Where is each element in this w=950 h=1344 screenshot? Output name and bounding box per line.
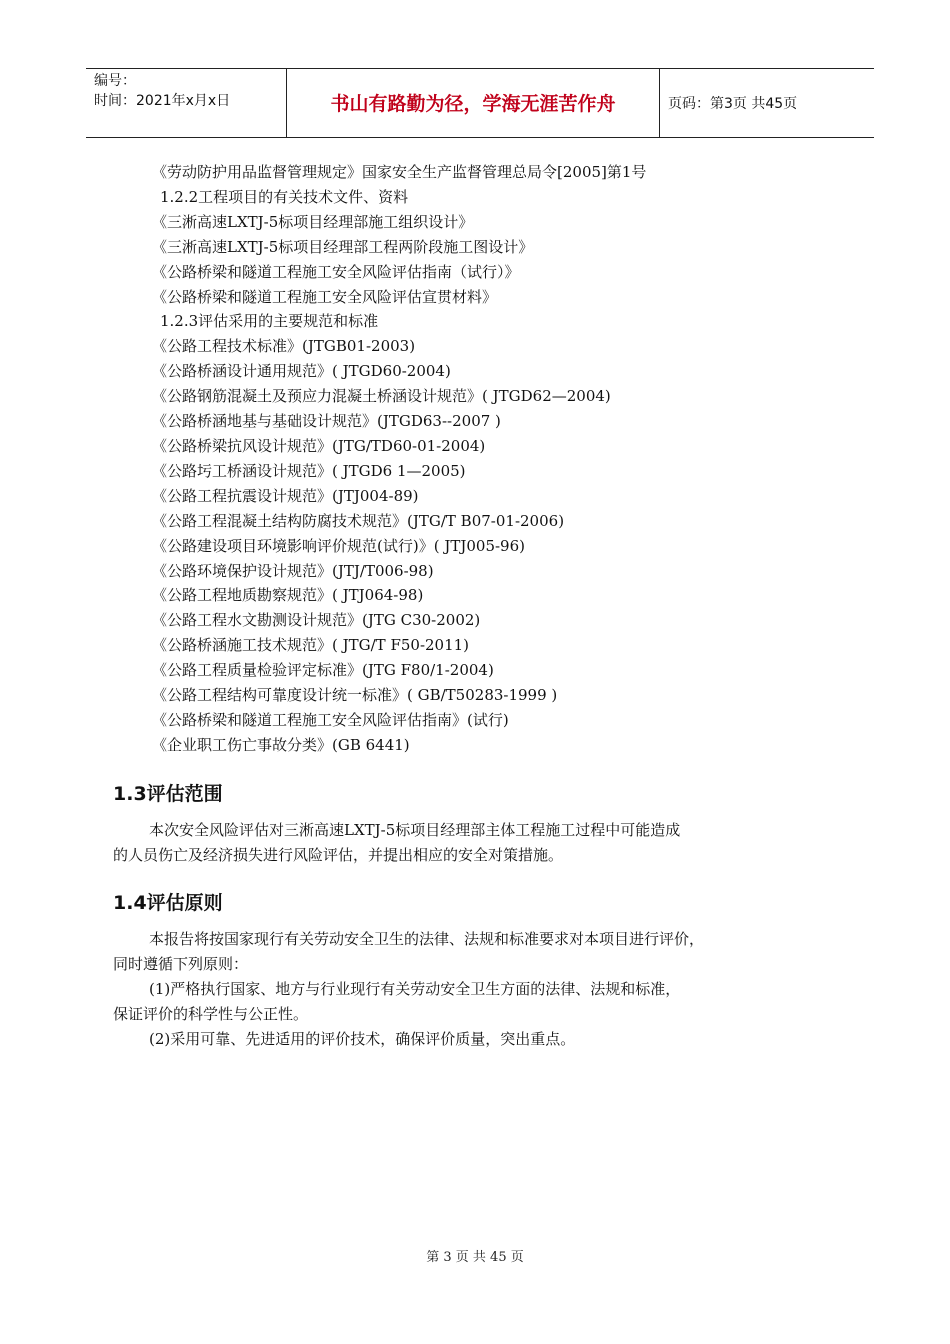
time-label: 时间：2021年x月x日 — [94, 93, 231, 109]
reference-item: 《公路工程地质勘察规范》( JTJ064-98) — [152, 586, 424, 605]
reference-item: 《公路钢筋混凝土及预应力混凝土桥涵设计规范》( JTGD62—2004) — [152, 387, 611, 406]
reference-item: 《公路工程质量检验评定标准》(JTG F80/1-2004) — [152, 661, 494, 680]
reference-item: 《公路桥涵施工技术规范》( JTG/T F50-2011) — [152, 636, 470, 655]
reference-item: 《公路环境保护设计规范》(JTJ/T006-98) — [152, 561, 434, 580]
scope-paragraph — [113, 818, 858, 868]
section-title-principles: 1.4评估原则 — [113, 892, 223, 914]
reference-item: 《公路工程抗震设计规范》(JTJ004-89) — [152, 486, 419, 505]
reference-item: 《公路建设项目环境影响评价规范(试行)》( JTJ005-96) — [152, 536, 525, 555]
header-page-label: 页码：第3页 共45页 — [668, 96, 798, 112]
page-header — [86, 68, 874, 138]
reference-item: 《三淅高速LXTJ-5标项目经理部施工组织设计》 — [152, 212, 474, 231]
paragraph-line: 保证评价的科学性与公正性。 — [113, 1005, 309, 1023]
reference-item: 《公路桥梁和隧道工程施工安全风险评估宣贯材料》 — [152, 287, 498, 306]
reference-item: 《公路桥梁和隧道工程施工安全风险评估指南》(试行) — [152, 710, 509, 729]
subsection-heading: 1.2.3评估采用的主要规范和标准 — [160, 312, 379, 331]
reference-item: 《公路桥涵设计通用规范》( JTGD60-2004) — [152, 362, 451, 381]
reference-item: 《三淅高速LXTJ-5标项目经理部工程两阶段施工图设计》 — [152, 237, 534, 256]
paragraph-line: (1)严格执行国家、地方与行业现行有关劳动安全卫生方面的法律、法规和标准， — [149, 980, 681, 998]
reference-item: 《公路圬工桥涵设计规范》( JTGD6 1—2005) — [152, 461, 466, 480]
reference-item: 《公路工程结构可靠度设计统一标准》( GB/T50283-1999 ) — [152, 686, 558, 705]
paragraph-line: 本报告将按国家现行有关劳动安全卫生的法律、法规和标准要求对本项目进行评价， — [149, 930, 705, 948]
header-motto: 书山有路勤为径，学海无涯苦作舟 — [286, 69, 660, 137]
reference-item: 《公路工程混凝土结构防腐技术规范》(JTG/T B07-01-2006) — [152, 511, 565, 530]
reference-item: 《公路工程技术标准》(JTGB01-2003) — [152, 337, 416, 356]
reference-item: 《劳动防护用品监督管理规定》国家安全生产监督管理总局令[2005]第1号 — [152, 163, 647, 181]
paragraph-line: 同时遵循下列原则： — [113, 955, 249, 973]
reference-list — [152, 160, 646, 758]
paragraph-line: (2)采用可靠、先进适用的评价技术，确保评价质量，突出重点。 — [149, 1030, 576, 1048]
header-left-cell — [86, 69, 286, 137]
paragraph-line: 的人员伤亡及经济损失进行风险评估，并提出相应的安全对策措施。 — [113, 846, 564, 864]
reference-item: 《企业职工伤亡事故分类》(GB 6441) — [152, 735, 410, 754]
reference-item: 《公路桥梁抗风设计规范》(JTG/TD60-01-2004) — [152, 436, 486, 455]
section-title-scope: 1.3评估范围 — [113, 783, 223, 805]
reference-item: 《公路桥梁和隧道工程施工安全风险评估指南（试行）》 — [152, 262, 520, 281]
reference-item: 《公路桥涵地基与基础设计规范》(JTGD63--2007 ) — [152, 412, 501, 431]
page-footer: 第 3 页 共 45 页 — [426, 1250, 524, 1265]
principles-paragraph — [113, 927, 858, 1052]
reference-item: 《公路工程水文勘测设计规范》(JTG C30-2002) — [152, 611, 481, 630]
subsection-heading: 1.2.2工程项目的有关技术文件、资料 — [160, 187, 409, 206]
paragraph-line: 本次安全风险评估对三淅高速LXTJ-5标项目经理部主体工程施工过程中可能造成 — [149, 821, 681, 839]
serial-label: 编号： — [94, 73, 136, 89]
